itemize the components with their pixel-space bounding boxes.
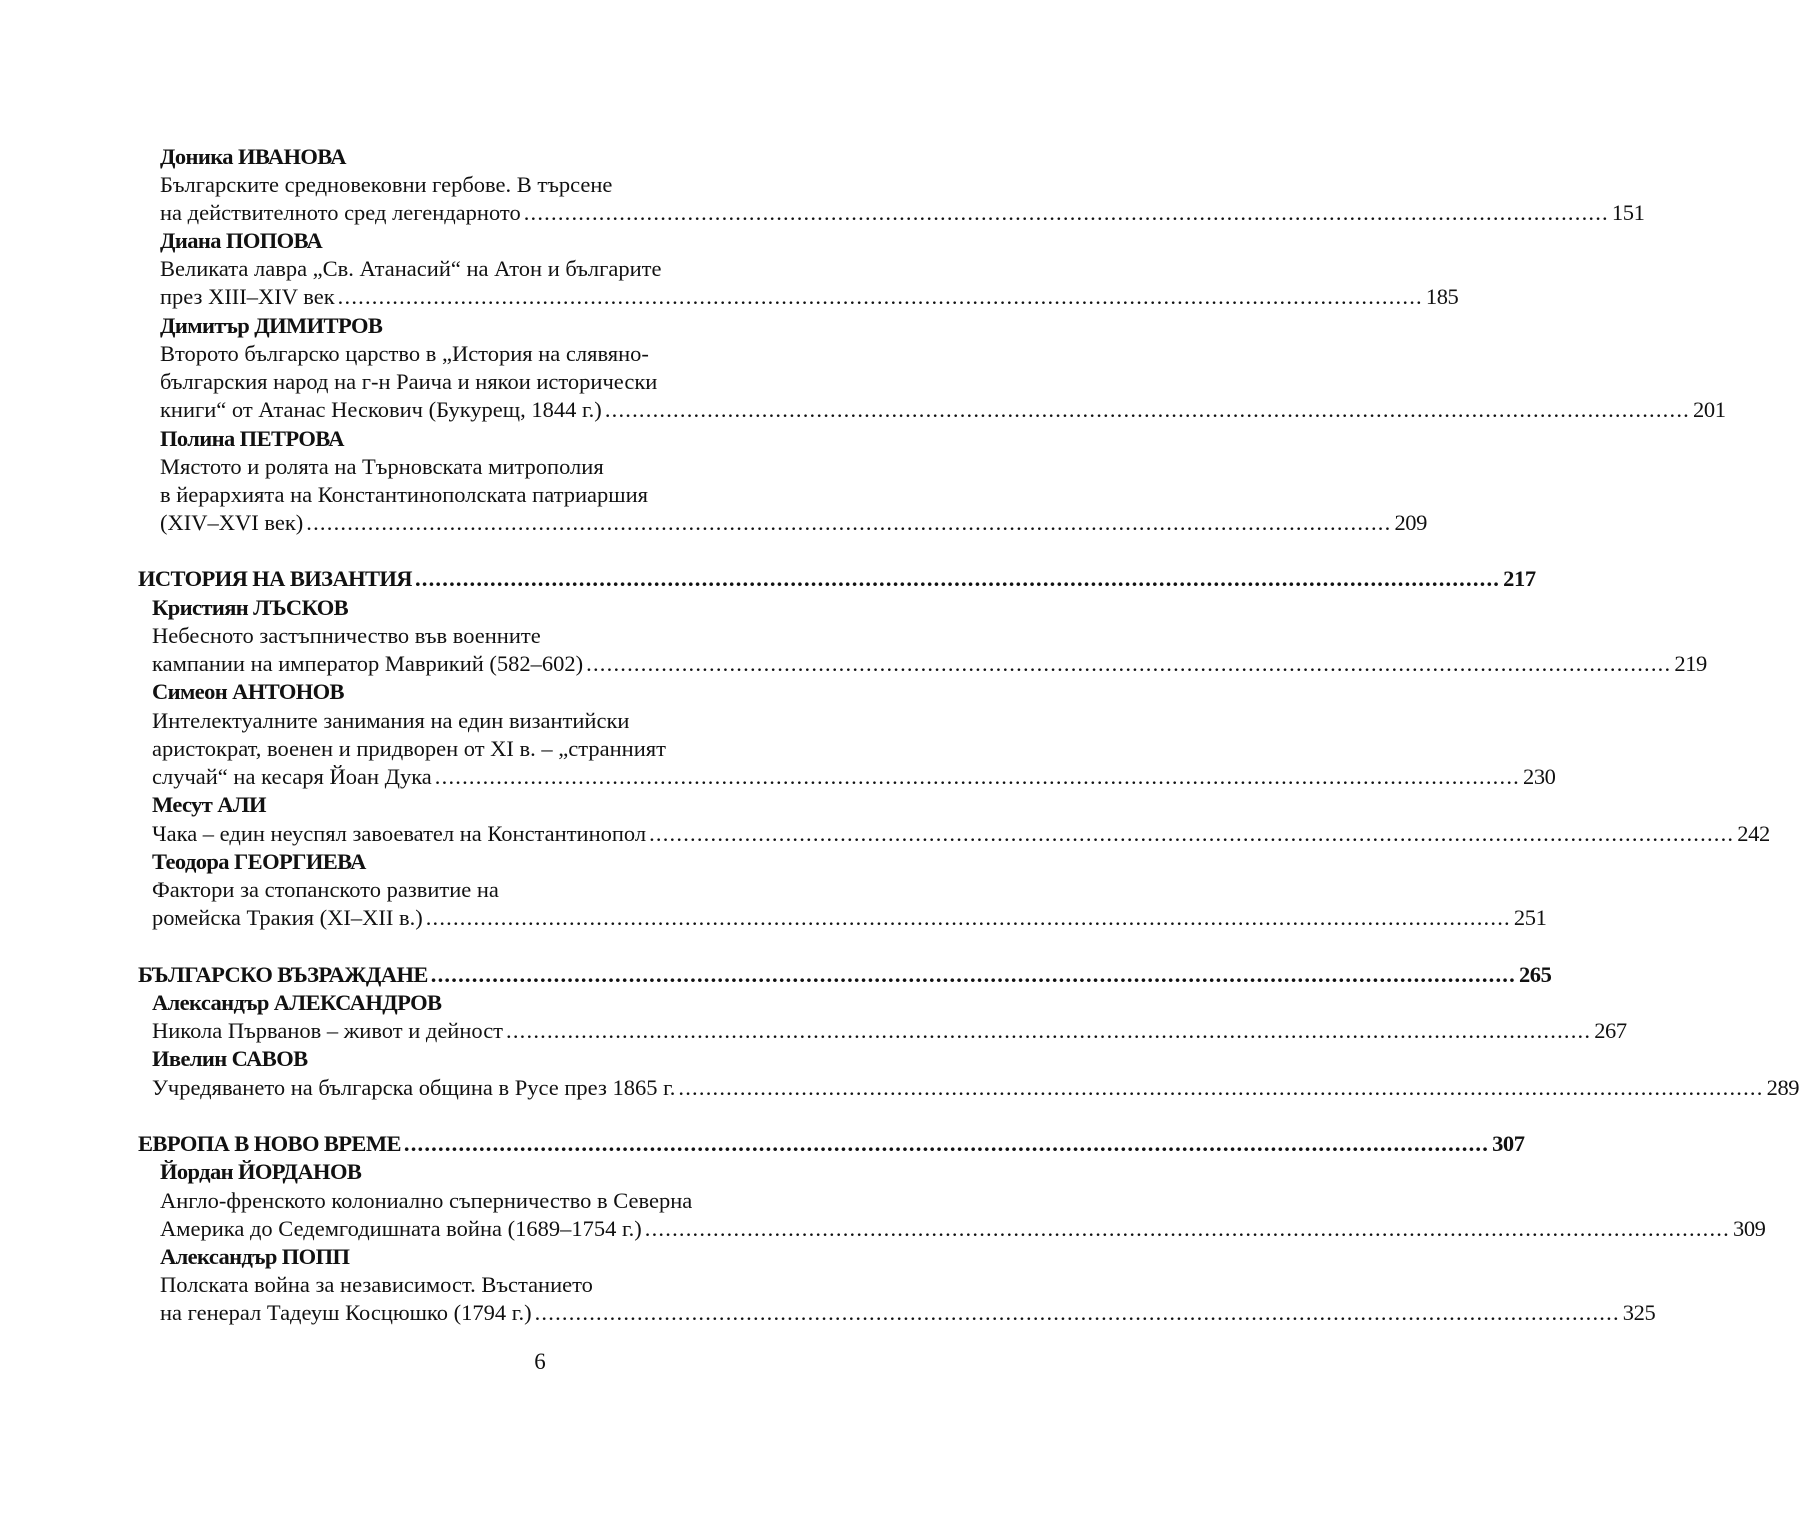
author-name: Александър АЛЕКСАНДРОВ: [152, 990, 442, 1015]
page-reference: 265: [1518, 962, 1552, 987]
page-reference: 267: [1594, 1018, 1627, 1043]
dot-leader: ...............................................................................................................................................................: [506, 1018, 1592, 1043]
toc-entry-line: [152, 1017, 1627, 1045]
article-title-line: кампании на император Маврикий (582–602): [152, 651, 584, 676]
page-reference: 251: [1513, 905, 1547, 930]
page-reference: 151: [1611, 200, 1645, 225]
dot-leader: ...............................................................................................................................................................: [644, 1216, 1730, 1241]
article-title-line: книги“ от Атанас Нескович (Букурещ, 1844 г.): [160, 397, 602, 422]
toc-entry-line: [160, 283, 1459, 311]
dot-leader: ...............................................................................................................................................................: [403, 1131, 1490, 1156]
section-title: БЪЛГАРСКО ВЪЗРАЖДАНЕ: [138, 962, 428, 987]
dot-leader: ...............................................................................................................................................................: [534, 1300, 1620, 1325]
dot-leader: ...............................................................................................................................................................: [430, 962, 1516, 987]
page-reference: 209: [1394, 510, 1428, 535]
section-heading: [138, 1130, 1525, 1158]
dot-leader: ...............................................................................................................................................................: [306, 510, 1392, 535]
author-name: Теодора ГЕОРГИЕВА: [152, 849, 366, 874]
article-title-line: случай“ на кесаря Йоан Дука: [152, 764, 432, 789]
article-title-line: Великата лавра „Св. Атанасий“ на Атон и българите: [160, 256, 662, 281]
author-name: Йордан ЙОРДАНОВ: [160, 1159, 362, 1184]
article-title-line: Интелектуалните занимания на един византийски: [152, 708, 630, 733]
article-title-line: българския народ на г-н Раича и някои исторически: [160, 369, 658, 394]
article-title-line: аристократ, военен и придворен от XI в. – „странният: [152, 736, 666, 761]
dot-leader: ...............................................................................................................................................................: [434, 764, 1520, 789]
author-name: Месут АЛИ: [152, 792, 266, 817]
dot-leader: ...............................................................................................................................................................: [678, 1075, 1764, 1100]
section-title: ЕВРОПА В НОВО ВРЕМЕ: [138, 1131, 401, 1156]
section-title: ИСТОРИЯ НА ВИЗАНТИЯ: [138, 566, 412, 591]
author-name: Димитър ДИМИТРОВ: [160, 313, 383, 338]
author-name: Доника ИВАНОВА: [160, 144, 346, 169]
section-heading: [138, 961, 1552, 989]
article-title-line: през XIII–XIV век: [160, 284, 335, 309]
dot-leader: ...............................................................................................................................................................: [604, 397, 1690, 422]
toc-entry-line: [160, 1299, 1656, 1327]
article-title-line: на действителното сред легендарното: [160, 200, 521, 225]
article-title-line: ромейска Тракия (XI–XII в.): [152, 905, 423, 930]
toc-entry-line: [152, 904, 1547, 932]
page-reference: 219: [1674, 651, 1707, 676]
article-title-line: Българските средновековни гербове. В търсене: [160, 172, 613, 197]
toc-entry-line: [152, 763, 1556, 791]
page-reference: 289: [1766, 1075, 1799, 1100]
page-reference: 307: [1492, 1131, 1525, 1156]
toc-entry-line: [152, 650, 1707, 678]
page-number: 6: [534, 1349, 546, 1374]
article-title-line: Америка до Седемгодишната война (1689–1754 г.): [160, 1216, 642, 1241]
toc-entry-line: [160, 199, 1645, 227]
article-title-line: на генерал Тадеуш Косцюшко (1794 г.): [160, 1300, 532, 1325]
author-name: Диана ПОПОВА: [160, 228, 323, 253]
article-title-line: Полската война за независимост. Въстанието: [160, 1272, 593, 1297]
dot-leader: ...............................................................................................................................................................: [586, 651, 1672, 676]
dot-leader: ...............................................................................................................................................................: [414, 566, 1501, 591]
article-title-line: Англо-френското колониално съперничество в Северна: [160, 1188, 693, 1213]
dot-leader: ...............................................................................................................................................................: [523, 200, 1609, 225]
toc-entry-line: [152, 1074, 1799, 1102]
article-title-line: Второто българско царство в „История на слявяно-: [160, 341, 649, 366]
article-title-line: Фактори за стопанското развитие на: [152, 877, 499, 902]
author-name: Полина ПЕТРОВА: [160, 426, 344, 451]
toc-entry-line: [160, 396, 1726, 424]
page-reference: 230: [1522, 764, 1556, 789]
toc-entry-line: [160, 509, 1428, 537]
article-title-line: Учредяването на българска община в Русе през 1865 г.: [152, 1075, 676, 1100]
author-name: Ивелин САВОВ: [152, 1046, 308, 1071]
page-reference: 325: [1622, 1300, 1656, 1325]
article-title-line: Чака – един неуспял завоевател на Константинопол: [152, 821, 647, 846]
author-name: Симеон АНТОНОВ: [152, 679, 344, 704]
article-title-line: Мястото и ролята на Търновската митрополия: [160, 454, 604, 479]
page-reference: 242: [1737, 821, 1770, 846]
article-title-line: (XIV–XVI век): [160, 510, 304, 535]
dot-leader: ...............................................................................................................................................................: [425, 905, 1511, 930]
article-title-line: в йерархията на Константинополската патриаршия: [160, 482, 648, 507]
toc-entry-line: [152, 820, 1770, 848]
section-heading: [138, 565, 1536, 593]
dot-leader: ...............................................................................................................................................................: [649, 821, 1735, 846]
dot-leader: ...............................................................................................................................................................: [337, 284, 1423, 309]
page-reference: 201: [1693, 397, 1726, 422]
author-name: Кристиян ЛЪСКОВ: [152, 595, 349, 620]
page-reference: 185: [1425, 284, 1459, 309]
article-title-line: Небесното застъпничество във военните: [152, 623, 541, 648]
article-title-line: Никола Първанов – живот и дейност: [152, 1018, 504, 1043]
toc-entry-line: [160, 1215, 1766, 1243]
author-name: Александър ПОПП: [160, 1244, 350, 1269]
page-reference: 217: [1503, 566, 1536, 591]
page-reference: 309: [1732, 1216, 1766, 1241]
